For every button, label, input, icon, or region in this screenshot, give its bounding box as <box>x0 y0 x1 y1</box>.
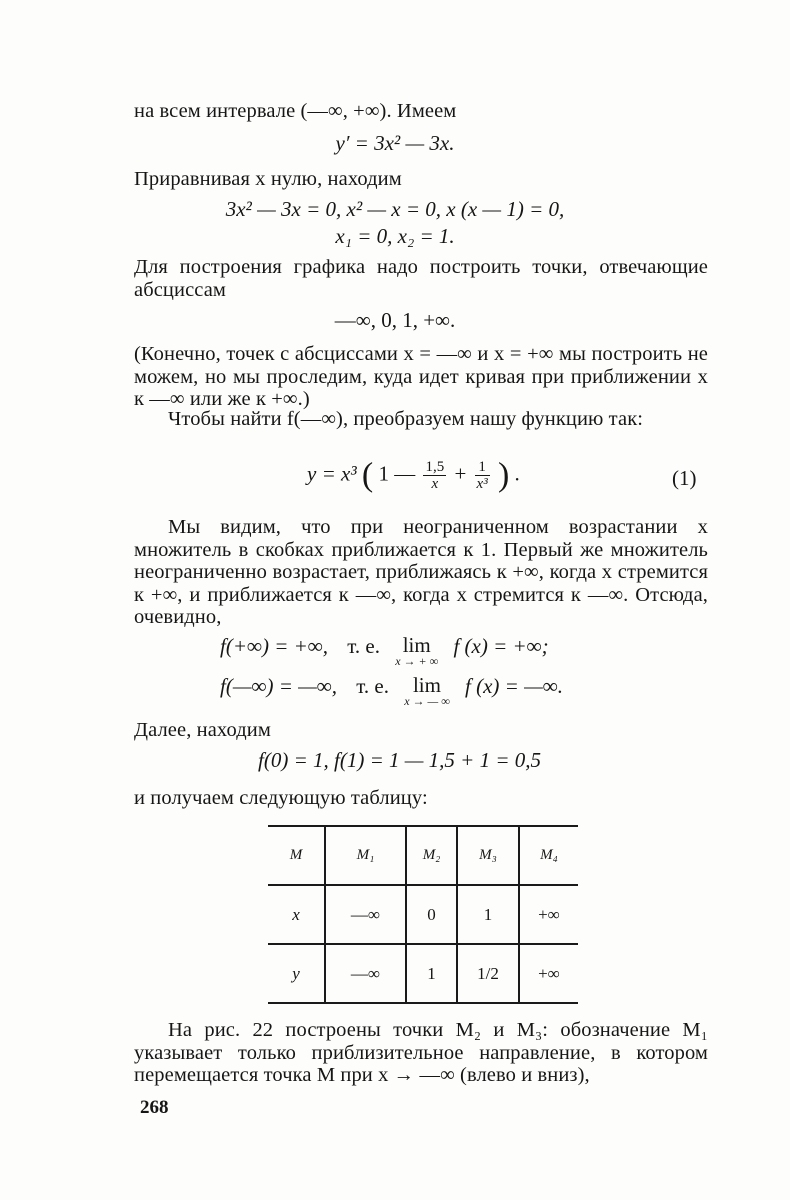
equation-values: f(0) = 1, f(1) = 1 — 1,5 + 1 = 0,5 <box>258 748 541 772</box>
limit-plus-rhs: f (x) = +∞; <box>453 634 549 658</box>
table-cell: +∞ <box>519 944 578 1003</box>
limit-plus-under: x → + ∞ <box>395 654 439 668</box>
equation-limit-plus <box>220 634 549 667</box>
table-cell: —∞ <box>325 944 406 1003</box>
paragraph-table-intro: и получаем следующую таблицу: <box>134 787 428 809</box>
limit-plus-lim: lim <box>402 633 431 657</box>
fraction-1-denominator: x <box>431 476 439 492</box>
paragraph-analysis: Мы видим, что при неограниченном возрастании x множитель в скобках приближается к 1. Первый же множитель неограниченно возрастает, приближаясь к +∞, когда x стремится к +∞, и приближается к —∞, когда x стремится к —∞. Отсюда, очевидно, <box>134 516 708 628</box>
table-row <box>268 944 578 1003</box>
fraction-1 <box>423 459 446 492</box>
page-number: 268 <box>140 1097 169 1118</box>
limit-minus-under: x → — ∞ <box>404 694 450 708</box>
fraction-1-numerator: 1,5 <box>425 459 445 475</box>
eq5-one: 1 — <box>378 461 416 486</box>
table-cell: y <box>268 944 325 1003</box>
table-cell: M <box>268 826 325 885</box>
equation-derivative: y′ = 3x² — 3x. <box>335 131 455 155</box>
limit-plus-lhs: f(+∞) = +∞, <box>220 634 329 658</box>
limit-plus-te: т. е. <box>347 634 380 658</box>
table-cell: x <box>268 885 325 944</box>
table-row <box>268 885 578 944</box>
table-cell: 1 <box>457 885 519 944</box>
limit-minus-lim: lim <box>412 673 441 697</box>
table-cell: M₃ <box>457 826 519 885</box>
equation-roots-values: x₁ = 0, x₂ = 1. <box>335 224 455 248</box>
limit-minus-lhs: f(—∞) = —∞, <box>220 674 338 698</box>
equation-abscissas: —∞, 0, 1, +∞. <box>334 308 456 332</box>
paragraph-further: Далее, находим <box>134 719 271 741</box>
left-paren: ( <box>361 456 374 494</box>
eq5-plus: + <box>454 461 467 486</box>
table-row <box>268 826 578 885</box>
paragraph-plot-points: Для построения графика надо построить точки, отвечающие абсциссам <box>134 256 708 301</box>
limit-minus-te: т. е. <box>356 674 389 698</box>
equation-limit-minus <box>220 674 563 707</box>
paragraph-remark: (Конечно, точек с абсциссами x = —∞ и x = +∞ мы построить не можем, но мы проследим, куда идет кривая при приближении x к —∞ или же к +∞.) <box>134 343 708 410</box>
fraction-2-denominator: x³ <box>476 476 488 492</box>
paragraph-equate-zero: Приравнивая x нулю, находим <box>134 168 402 190</box>
right-paren: ) <box>497 456 510 494</box>
eq5-period: . <box>514 461 520 486</box>
fraction-2 <box>475 459 490 492</box>
table-cell: M₂ <box>406 826 457 885</box>
eq5-lhs: y = x³ <box>307 461 357 486</box>
paragraph-transform: Чтобы найти f(—∞), преобразуем нашу функцию так: <box>168 408 644 430</box>
table-cell: M₁ <box>325 826 406 885</box>
paragraph-interval: на всем интервале (—∞, +∞). Имеем <box>134 100 457 122</box>
table-cell: M₄ <box>519 826 578 885</box>
limit-minus-operator <box>404 674 450 707</box>
table-cell: +∞ <box>519 885 578 944</box>
paragraph-figure-note: На рис. 22 построены точки M₂ и M₃: обозначение M₁ указывает только приблизительное направление, в котором перемещается точка M при x → —∞ (влево и вниз), <box>134 1019 708 1086</box>
fraction-2-numerator: 1 <box>475 459 490 476</box>
table-cell: —∞ <box>325 885 406 944</box>
equation-label: (1) <box>672 466 697 490</box>
equation-roots-line: 3x² — 3x = 0, x² — x = 0, x (x — 1) = 0, <box>225 197 565 221</box>
table-cell: 0 <box>406 885 457 944</box>
equation-transformed-function <box>307 456 520 494</box>
limit-minus-rhs: f (x) = —∞. <box>465 674 563 698</box>
points-table <box>268 825 578 1004</box>
limit-plus-operator <box>395 634 438 667</box>
table-cell: 1 <box>406 944 457 1003</box>
table-cell: 1/2 <box>457 944 519 1003</box>
